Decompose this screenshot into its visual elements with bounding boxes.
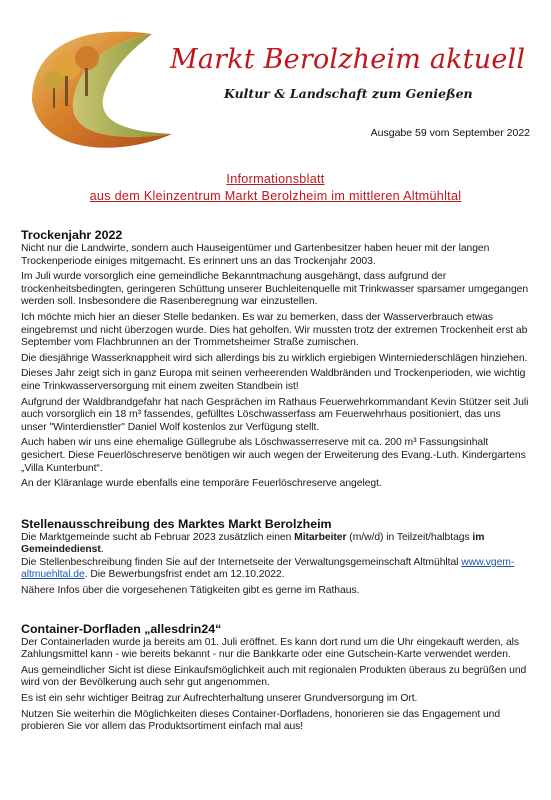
- vgem-website-link[interactable]: www.vgem-altmuehltal.de: [21, 556, 515, 581]
- autumn-tree-swoosh-logo: [12, 6, 182, 156]
- text-run: Die Marktgemeinde sucht ab Februar 2023 zusätzlich einen: [21, 531, 295, 543]
- paragraph: Aufgrund der Waldbrandgefahr hat nach Gesprächen im Rathaus Feuerwehrkommandant Kevin Stützer seit Juli auch vorsorglich ein 18 m³ fassendes, gefülltes Löschwasserfass am Feuerwehrhaus positioniert, das uns unser "Winterdienstler" Daniel Wolf kostenlos zur Verfügung stellt.: [21, 396, 529, 433]
- section-job: [21, 516, 529, 598]
- issue-line: Ausgabe 59 vom September 2022: [370, 127, 530, 139]
- info-banner: [0, 171, 551, 205]
- bold-text: im Gemeindedienst: [21, 531, 485, 556]
- section-heading: Trockenjahr 2022: [21, 228, 123, 242]
- paragraph: Auch haben wir uns eine ehemalige Güllegrube als Löschwasserreserve mit ca. 200 m³ Fassungsinhalt gesichert. Diese Feuerlöschreserve benötigen wir auch wegen der Erweiterung des Evang.-Luth. Kindergartens „Villa Kunterbunt“.: [21, 437, 526, 474]
- masthead-title: Markt Berolzheim aktuell: [170, 44, 526, 75]
- paragraph: Der Containerladen wurde ja bereits am 01. Juli eröffnet. Es kann dort rund um die Uhr eingekauft werden, als Zahlungsmittel kann - wie bereits bekannt - nur die Bankkarte oder eine Gutschein-Karte verwendet werden.: [21, 636, 520, 661]
- paragraph: An der Kläranlage wurde ebenfalls eine temporäre Feuerlöschreserve angelegt.: [21, 478, 382, 490]
- paragraph: Aus gemeindlicher Sicht ist diese Einkaufsmöglichkeit auch mit regionalen Produkten überaus zu begrüßen und wird von der Bevölkerung auch sehr gut angenommen.: [21, 664, 527, 689]
- paragraph: Nutzen Sie weiterhin die Möglichkeiten dieses Container-Dorfladens, honorieren sie das Engagement und probieren Sie vor allem das Produktsortiment einfach mal aus!: [21, 708, 501, 733]
- masthead: [0, 0, 551, 165]
- paragraph: [21, 557, 529, 582]
- text-run: Die Stellenbeschreibung finden Sie auf der Internetseite der Verwaltungsgemeinschaft Altmühltal: [21, 556, 462, 568]
- paragraph: Nicht nur die Landwirte, sondern auch Hauseigentümer und Gartenbesitzer haben heuer mit der langen Trockenperiode einiges mitgemacht. Es erinnert uns an das Trockenjahr 2003.: [21, 243, 490, 267]
- masthead-subtitle: Kultur & Landschaft zum Genießen: [224, 86, 473, 101]
- section-shop: [21, 621, 529, 734]
- text-run: .: [100, 544, 104, 556]
- bold-text: Mitarbeiter: [294, 531, 347, 543]
- text-run: (m/w/d) in Teilzeit/halbtags: [346, 531, 473, 543]
- paragraph: Es ist ein sehr wichtiger Beitrag zur Aufrechterhaltung unserer Grundversorgung im Ort.: [21, 693, 418, 705]
- paragraph: [21, 532, 529, 557]
- paragraph: Die diesjährige Wasserknappheit wird sich allerdings bis zu wirklich ergiebigen Winterniederschlägen hinziehen.: [21, 352, 528, 364]
- section-heading: Container-Dorfladen „allesdrin24“: [21, 621, 222, 636]
- paragraph: Nähere Infos über die vorgesehenen Tätigkeiten gibt es gerne im Rathaus.: [21, 585, 360, 597]
- paragraph: Dieses Jahr zeigt sich in ganz Europa mit seinen verheerenden Waldbränden und Trockenperioden, wie wichtig eine Trinkwasserversorgung mit einem zweiten Standbein ist!: [21, 368, 526, 392]
- section-heading: Stellenausschreibung des Marktes Markt Berolzheim: [21, 516, 332, 531]
- banner-line-1: Informationsblatt: [226, 172, 325, 186]
- section-drought: [21, 227, 529, 491]
- banner-line-2: aus dem Kleinzentrum Markt Berolzheim im mittleren Altmühltal: [89, 189, 462, 203]
- article-body: [0, 227, 551, 734]
- paragraph: Ich möchte mich hier an dieser Stelle bedanken. Es war zu bemerken, dass der Wasserverbrauch etwas eingebremst und nicht überzogen wurde. Dies hat geholfen. Wir mussten trotz der extremen Trockenheit erst ab September vom Flachbrunnen an der Trommetsheimer Straße zumischen.: [21, 311, 528, 349]
- text-run: . Die Bewerbungsfrist endet am 12.10.2022.: [84, 569, 285, 581]
- paragraph: Im Juli wurde vorsorglich eine gemeindliche Bekanntmachung ausgehängt, dass aufgrund der trockenheitsbedingten, geringeren Schüttung unserer Buchleitenquelle mit Trinkwasser sparsamer umgegangen werden soll. Insbesondere die Rasenberegnung war einzustellen.: [21, 271, 529, 308]
